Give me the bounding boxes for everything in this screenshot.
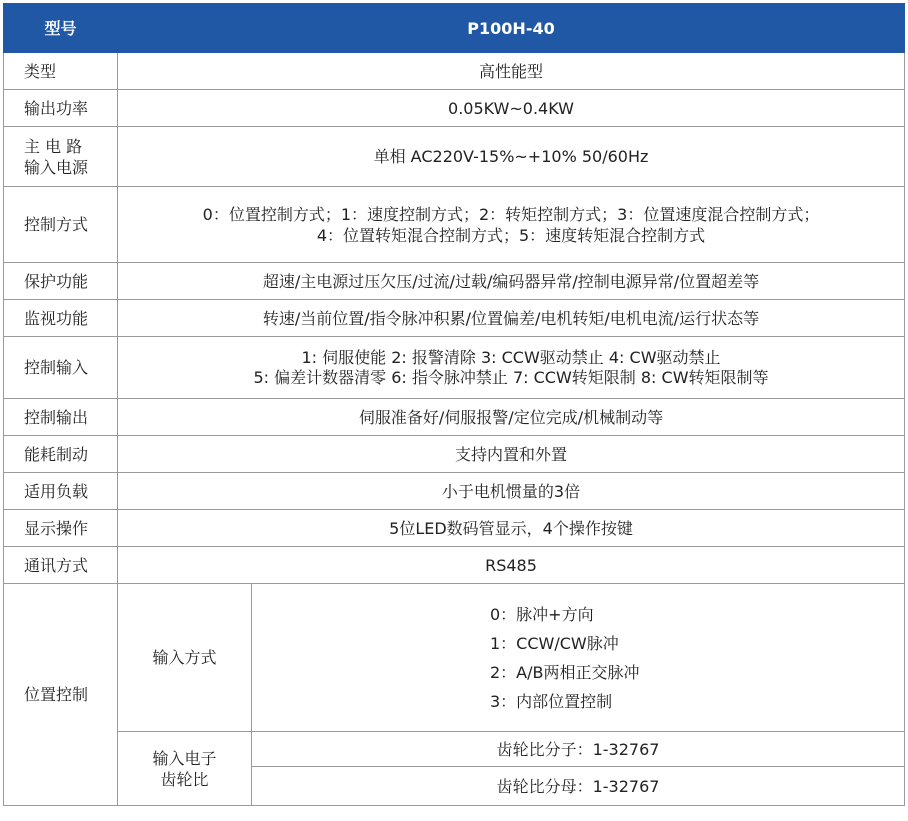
spec-table — [3, 3, 905, 806]
control-input-line1: 1: 伺服使能 2: 报警清除 3: CCW驱动禁止 4: CW驱动禁止 — [301, 347, 721, 367]
row-label-control-input: 控制输入 — [4, 337, 118, 399]
table-row — [4, 337, 905, 399]
gear-ratio-label — [118, 732, 252, 806]
table-row — [4, 53, 905, 90]
table-row — [4, 510, 905, 547]
table-row — [4, 127, 905, 187]
row-label-main-power-line2: 输入电源 — [24, 157, 89, 177]
row-value-communication: RS485 — [118, 547, 905, 584]
table-row — [4, 187, 905, 263]
input-mode-option: 0：脉冲+方向 — [490, 604, 594, 624]
row-label-output-power: 输出功率 — [4, 90, 118, 127]
table-row — [4, 263, 905, 300]
row-label-communication: 通讯方式 — [4, 547, 118, 584]
input-mode-option: 1：CCW/CW脉冲 — [490, 633, 619, 653]
input-mode-label: 输入方式 — [118, 584, 252, 732]
row-label-main-power-line1: 主 电 路 — [24, 136, 83, 156]
row-value-monitor: 转速/当前位置/指令脉冲积累/位置偏差/电机转矩/电机电流/运行状态等 — [118, 300, 905, 337]
row-label-load: 适用负载 — [4, 473, 118, 510]
row-value-control-input — [118, 337, 905, 399]
row-label-monitor: 监视功能 — [4, 300, 118, 337]
gear-ratio-label-line2: 齿轮比 — [160, 769, 209, 789]
control-mode-line1: 0：位置控制方式；1：速度控制方式；2：转矩控制方式；3：位置速度混合控制方式； — [202, 204, 820, 224]
control-input-line2: 5: 偏差计数器清零 6: 指令脉冲禁止 7: CCW转矩限制 8: CW转矩限制等 — [253, 367, 769, 387]
row-value-braking: 支持内置和外置 — [118, 436, 905, 473]
table-row — [4, 300, 905, 337]
row-label-protection: 保护功能 — [4, 263, 118, 300]
row-value-load: 小于电机惯量的3倍 — [118, 473, 905, 510]
table-row — [4, 399, 905, 436]
row-value-control-mode — [118, 187, 905, 263]
table-row — [4, 547, 905, 584]
model-value: P100H-40 — [118, 4, 905, 53]
table-row — [4, 584, 905, 732]
row-value-type: 高性能型 — [118, 53, 905, 90]
table-row — [4, 90, 905, 127]
row-label-braking: 能耗制动 — [4, 436, 118, 473]
row-value-main-power: 单相 AC220V-15%~+10% 50/60Hz — [118, 127, 905, 187]
table-row — [4, 436, 905, 473]
gear-ratio-label-line1: 输入电子 — [152, 748, 217, 768]
row-label-control-mode: 控制方式 — [4, 187, 118, 263]
row-label-position-control: 位置控制 — [4, 584, 118, 806]
table-row — [4, 732, 905, 767]
gear-denominator: 齿轮比分母：1-32767 — [252, 767, 905, 806]
input-mode-options — [252, 584, 905, 732]
row-value-protection: 超速/主电源过压欠压/过流/过载/编码器异常/控制电源异常/位置超差等 — [118, 263, 905, 300]
model-label: 型号 — [4, 4, 118, 53]
row-label-control-output: 控制输出 — [4, 399, 118, 436]
row-label-display: 显示操作 — [4, 510, 118, 547]
header-row — [4, 4, 905, 53]
input-mode-option: 2：A/B两相正交脉冲 — [490, 662, 640, 682]
input-mode-option: 3：内部位置控制 — [490, 691, 613, 711]
control-mode-line2: 4：位置转矩混合控制方式；5：速度转矩混合控制方式 — [316, 225, 706, 245]
row-value-output-power: 0.05KW~0.4KW — [118, 90, 905, 127]
row-value-display: 5位LED数码管显示，4个操作按键 — [118, 510, 905, 547]
table-row — [4, 473, 905, 510]
row-label-main-power — [4, 127, 118, 187]
row-value-control-output: 伺服准备好/伺服报警/定位完成/机械制动等 — [118, 399, 905, 436]
gear-numerator: 齿轮比分子：1-32767 — [252, 732, 905, 767]
row-label-type: 类型 — [4, 53, 118, 90]
